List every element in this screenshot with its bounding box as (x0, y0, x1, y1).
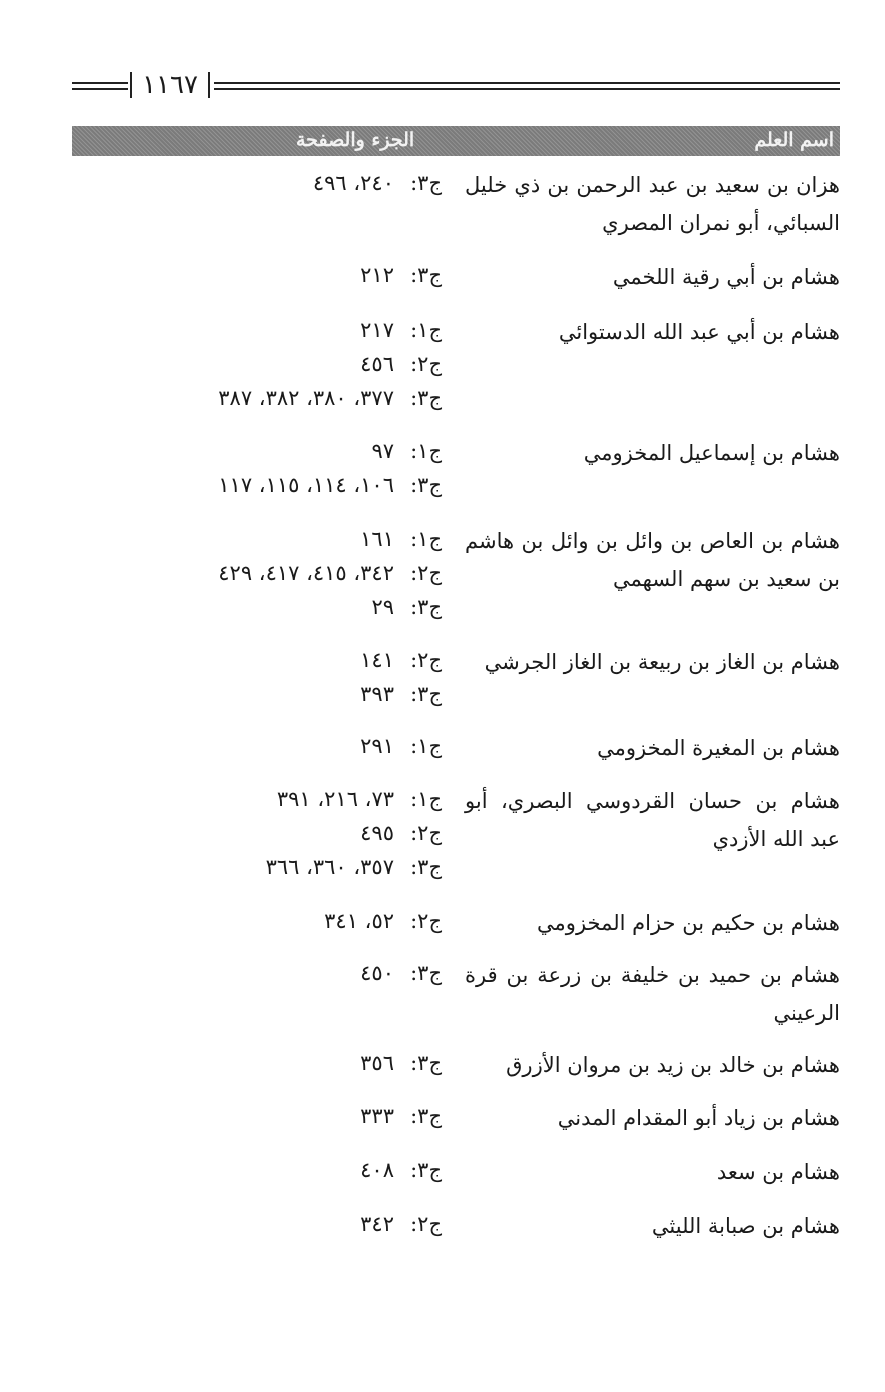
entry-name: هشام بن إسماعيل المخزومي (583, 441, 840, 465)
column-header-name: اسم العلم (754, 129, 834, 151)
page-header (72, 72, 840, 102)
volume-label: ج٢: (410, 1212, 442, 1236)
entry-name: هشام بن أبي عبد الله الدستوائي (558, 320, 840, 344)
entry-references (72, 1099, 442, 1133)
volume-label: ج٣: (410, 1051, 442, 1075)
page-numbers: ٧٣، ٢١٦، ٣٩١ (276, 787, 394, 811)
entry-references (72, 643, 442, 711)
volume-reference (72, 347, 442, 381)
volume-label: ج٣: (410, 595, 442, 619)
volume-reference (72, 522, 442, 556)
page-numbers: ٣٩٣ (360, 682, 394, 706)
page-numbers: ٤٩٥ (360, 821, 394, 845)
volume-reference (72, 643, 442, 677)
page-numbers: ٤٥٠ (360, 961, 394, 985)
page-numbers: ٣٥٧، ٣٦٠، ٣٦٦ (265, 855, 394, 879)
volume-reference (72, 556, 442, 590)
volume-reference (72, 468, 442, 502)
volume-reference (72, 850, 442, 884)
page-numbers: ٣٤٢ (360, 1212, 394, 1236)
entry-references (72, 166, 442, 200)
volume-label: ج٢: (410, 352, 442, 376)
volume-label: ج٣: (410, 1158, 442, 1182)
volume-reference (72, 590, 442, 624)
entry-name: هشام بن أبي رقية اللخمي (612, 265, 840, 289)
header-rule-right (214, 82, 840, 90)
page-numbers: ٢٩ (371, 595, 394, 619)
volume-label: ج٣: (410, 855, 442, 879)
volume-reference (72, 729, 442, 763)
volume-label: ج٣: (410, 961, 442, 985)
entry-references (72, 782, 442, 884)
volume-label: ج٢: (410, 648, 442, 672)
volume-reference (72, 381, 442, 415)
page-numbers: ١٤١ (360, 648, 394, 672)
page-numbers: ٤٥٦ (360, 352, 394, 376)
entry-name: هشام بن حسان القردوسي البصري، أبو عبد الله الأزدي (465, 789, 840, 851)
volume-label: ج١: (410, 787, 442, 811)
entry-references (72, 1153, 442, 1187)
volume-label: ج٢: (410, 821, 442, 845)
entry-name: هشام بن حميد بن خليفة بن زرعة بن قرة الرعيني (465, 963, 840, 1025)
page-numbers: ٣٥٦ (360, 1051, 394, 1075)
entry-name: هشام بن العاص بن وائل بن وائل بن هاشم بن سعيد بن سهم السهمي (465, 529, 840, 591)
page-numbers: ٣٧٧، ٣٨٠، ٣٨٢، ٣٨٧ (218, 386, 394, 410)
entry-references (72, 729, 442, 763)
page-numbers: ٣٣٣ (360, 1104, 394, 1128)
header-bar-left (130, 72, 132, 98)
volume-label: ج٢: (410, 909, 442, 933)
volume-label: ج٣: (410, 473, 442, 497)
entry-name: هشام بن صبابة الليثي (651, 1214, 840, 1238)
page-numbers: ١٠٦، ١١٤، ١١٥، ١١٧ (218, 473, 394, 497)
volume-label: ج١: (410, 439, 442, 463)
volume-reference (72, 782, 442, 816)
volume-label: ج١: (410, 734, 442, 758)
entry-name: هشام بن سعد (716, 1160, 840, 1184)
entry-references (72, 313, 442, 415)
volume-label: ج٣: (410, 682, 442, 706)
entry-references (72, 434, 442, 502)
volume-reference (72, 816, 442, 850)
volume-reference (72, 434, 442, 468)
volume-reference (72, 313, 442, 347)
page-numbers: ٢١٢ (360, 263, 394, 287)
entry-name: هشام بن خالد بن زيد بن مروان الأزرق (506, 1053, 840, 1077)
header-rule-left (72, 82, 128, 90)
page-numbers: ٥٢، ٣٤١ (324, 909, 394, 933)
volume-reference (72, 166, 442, 200)
entry-references (72, 1207, 442, 1241)
volume-reference (72, 1207, 442, 1241)
entry-references (72, 258, 442, 292)
volume-reference (72, 677, 442, 711)
entry-name: هزان بن سعيد بن عبد الرحمن بن ذي خليل السبائي، أبو نمران المصري (465, 173, 840, 235)
entry-name: هشام بن زياد أبو المقدام المدني (557, 1106, 840, 1130)
entry-references (72, 904, 442, 938)
volume-label: ج٢: (410, 561, 442, 585)
page-number: ١١٦٧ (142, 70, 198, 100)
volume-reference (72, 956, 442, 990)
page-numbers: ١٦١ (360, 527, 394, 551)
entry-name: هشام بن المغيرة المخزومي (597, 736, 840, 760)
entry-name: هشام بن حكيم بن حزام المخزومي (537, 911, 840, 935)
volume-label: ج٣: (410, 171, 442, 195)
volume-label: ج١: (410, 527, 442, 551)
page-numbers: ٣٤٢، ٤١٥، ٤١٧، ٤٢٩ (218, 561, 394, 585)
column-header (72, 126, 840, 156)
volume-reference (72, 1046, 442, 1080)
page-numbers: ٢٤٠، ٤٩٦ (312, 171, 394, 195)
page-numbers: ٢٩١ (360, 734, 394, 758)
volume-label: ج١: (410, 318, 442, 342)
entry-references (72, 1046, 442, 1080)
volume-reference (72, 258, 442, 292)
volume-label: ج٣: (410, 1104, 442, 1128)
volume-reference (72, 1099, 442, 1133)
volume-label: ج٣: (410, 263, 442, 287)
entry-references (72, 956, 442, 990)
page-numbers: ٤٠٨ (360, 1158, 394, 1182)
header-bar-right (208, 72, 210, 98)
page-numbers: ٩٧ (371, 439, 394, 463)
column-header-volume: الجزء والصفحة (296, 129, 415, 151)
entry-references (72, 522, 442, 624)
volume-label: ج٣: (410, 386, 442, 410)
entry-name: هشام بن الغاز بن ربيعة بن الغاز الجرشي (484, 650, 840, 674)
volume-reference (72, 904, 442, 938)
page-numbers: ٢١٧ (360, 318, 394, 342)
volume-reference (72, 1153, 442, 1187)
